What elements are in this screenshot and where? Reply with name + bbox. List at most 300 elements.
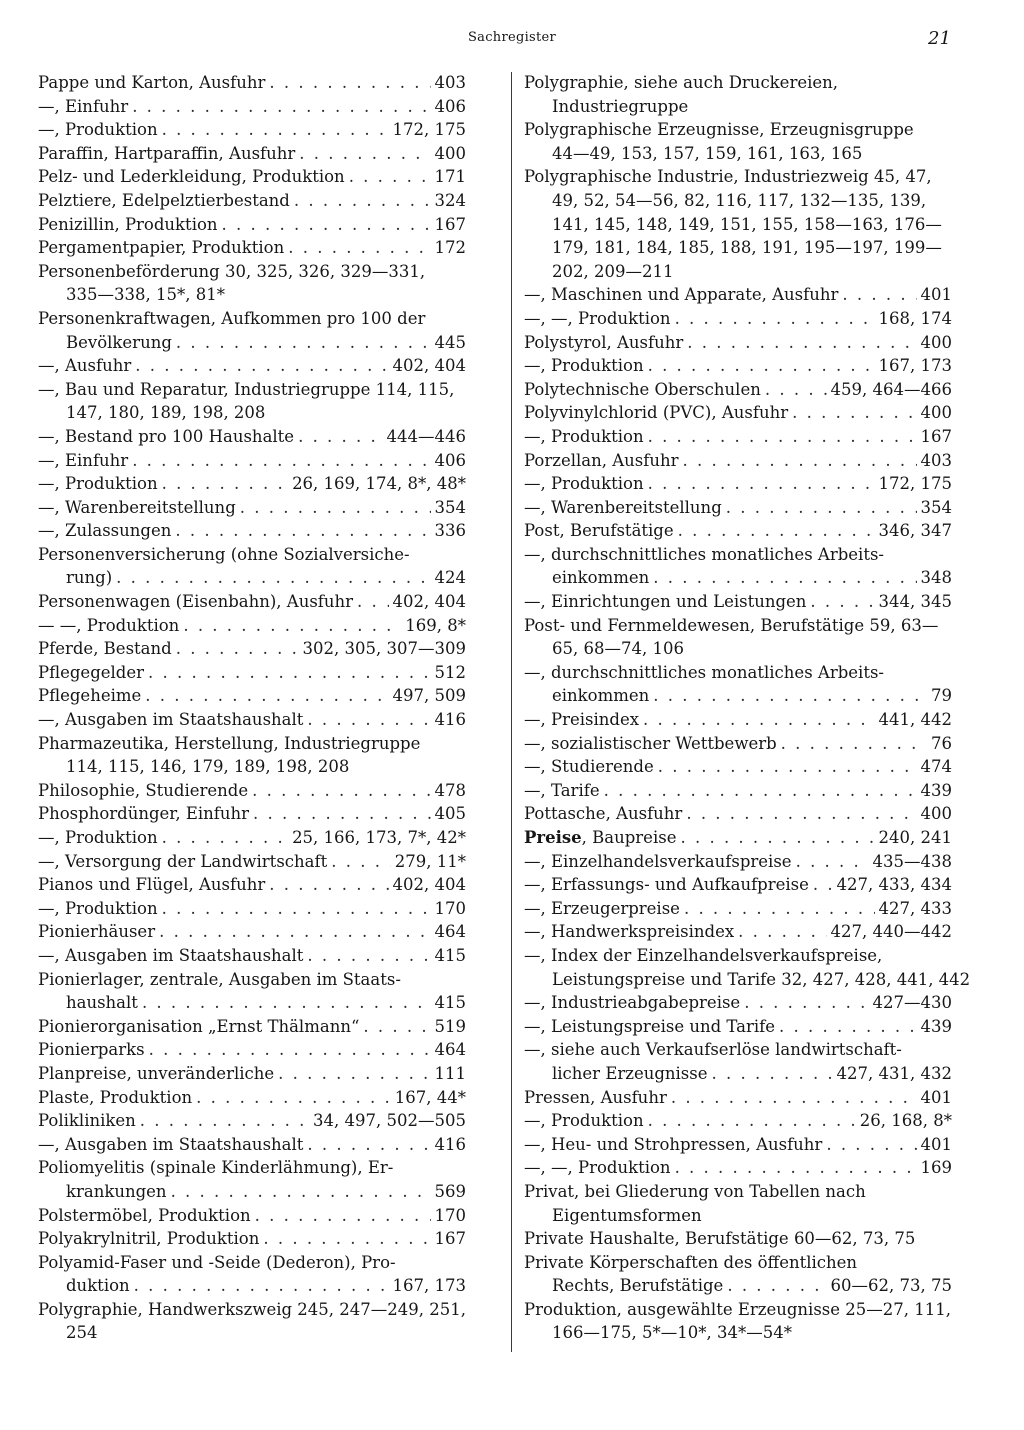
index-entry-line [524, 755, 952, 779]
index-term: Polygraphische Erzeugnisse, Erzeugnisgruppe [524, 120, 914, 140]
index-term: Poliomyelitis (spinale Kinderlähmung), Er- [38, 1158, 394, 1178]
index-entry [38, 1086, 466, 1110]
dot-leader [140, 1109, 309, 1133]
page-references: 444—446 [386, 426, 466, 446]
index-term: —, Tarife [524, 780, 600, 800]
page-references: 26, 168, 8* [859, 1111, 952, 1131]
page-references: 240, 241 [878, 828, 952, 847]
index-term: —, Produktion [524, 474, 644, 494]
index-term: 335—338, 15*, 81* [66, 285, 225, 305]
index-term: Rechts, Berufstätige [552, 1276, 724, 1296]
index-term: Pottasche, Ausfuhr [524, 804, 683, 824]
index-term: Preise, Baupreise [524, 828, 677, 847]
dot-leader [175, 519, 430, 543]
dot-leader [738, 920, 826, 944]
index-entry-line [524, 307, 952, 331]
dot-leader [253, 802, 430, 826]
index-column-right [524, 71, 971, 1345]
index-entry-line [524, 991, 952, 1015]
index-term: Industriegruppe [552, 96, 689, 116]
index-term: —, Einzelhandelsverkaufspreise [524, 851, 792, 871]
page-references: 435—438 [872, 851, 952, 871]
index-entry [38, 802, 466, 826]
dot-leader [813, 873, 833, 897]
index-term: 202, 209—211 [552, 261, 674, 281]
index-entry-line [524, 1298, 952, 1322]
dot-leader [678, 519, 875, 543]
index-term: Planpreise, unveränderliche [38, 1063, 275, 1083]
dot-leader [648, 1109, 856, 1133]
dot-leader [653, 684, 927, 708]
index-column-left [38, 71, 466, 1345]
index-term: Pappe und Karton, Ausfuhr [38, 73, 266, 92]
index-entry-line [524, 873, 952, 897]
index-entry-line [524, 519, 952, 543]
page-references: 26, 169, 174, 8*, 48* [292, 474, 466, 494]
index-term: Pressen, Ausfuhr [524, 1087, 667, 1107]
index-entry-line [524, 142, 952, 166]
index-entry [524, 708, 952, 732]
index-entry-line [524, 331, 952, 355]
index-entry-line [38, 1180, 466, 1204]
index-entry-line [524, 236, 952, 260]
index-term: —, Industrieabgabepreise [524, 993, 741, 1013]
index-entry-line [38, 991, 466, 1015]
index-entry-line [524, 1227, 952, 1251]
index-entry-line [38, 897, 466, 921]
dot-leader [653, 566, 916, 590]
index-entry-line [38, 637, 466, 661]
index-term: 147, 180, 189, 198, 208 [66, 403, 266, 423]
index-entry [38, 684, 466, 708]
page-references: 400 [434, 143, 466, 163]
index-entry-line [524, 213, 952, 237]
index-entry [524, 802, 952, 826]
index-entry-line [524, 1321, 952, 1345]
dot-leader [149, 1038, 431, 1062]
index-entry [38, 590, 466, 614]
page-references: 464 [434, 1040, 466, 1060]
dot-leader [682, 449, 916, 473]
dot-leader [288, 236, 430, 260]
index-term: —, Warenbereitstellung [524, 497, 722, 517]
page-references: 336 [434, 521, 466, 541]
page-references: 403 [434, 73, 466, 92]
dot-leader [132, 449, 430, 473]
page-references: 79 [931, 686, 952, 706]
index-entry [524, 661, 952, 708]
page-references: 344, 345 [878, 592, 952, 612]
index-entry-line [38, 802, 466, 826]
index-entry-line [38, 71, 466, 95]
dot-leader [357, 590, 388, 614]
index-entry [38, 543, 466, 590]
index-entry [38, 449, 466, 473]
page-references: 474 [920, 757, 952, 777]
index-entry [524, 71, 952, 118]
index-term: —, sozialistischer Wettbewerb [524, 733, 777, 753]
index-entry [38, 897, 466, 921]
index-term: 114, 115, 146, 179, 189, 198, 208 [66, 757, 350, 777]
index-entry [524, 354, 952, 378]
dot-leader [675, 1156, 917, 1180]
dot-leader [796, 850, 869, 874]
dot-leader [171, 1180, 431, 1204]
dot-leader [363, 1015, 430, 1039]
index-entry [38, 708, 466, 732]
dot-leader [240, 496, 431, 520]
index-entry [38, 1204, 466, 1228]
page-references: 439 [920, 1016, 952, 1036]
page-references: 401 [920, 1087, 952, 1107]
index-term: einkommen [552, 686, 650, 706]
index-term: —, Produktion [38, 828, 158, 847]
index-entry [524, 472, 952, 496]
index-entry [524, 543, 952, 590]
index-entry-line [524, 1180, 952, 1204]
page-references: 400 [920, 403, 952, 423]
index-entry-line [38, 142, 466, 166]
index-entry [38, 189, 466, 213]
index-entry [38, 873, 466, 897]
page-references: 172, 175 [392, 120, 466, 140]
index-entry [38, 1251, 466, 1298]
index-entry [38, 1015, 466, 1039]
index-entry-line [38, 614, 466, 638]
index-term: Post- und Fernmeldewesen, Berufstätige 59, 63— [524, 615, 939, 635]
page-references: 111 [434, 1063, 466, 1083]
page-references: 406 [434, 96, 466, 116]
index-entry [38, 1109, 466, 1133]
index-entry [38, 944, 466, 968]
index-entry [38, 614, 466, 638]
dot-leader [176, 637, 299, 661]
index-entry-line [38, 708, 466, 732]
index-term: 65, 68—74, 106 [552, 639, 684, 659]
index-entry [38, 826, 466, 850]
index-entry-line [524, 378, 952, 402]
index-entry-line [38, 283, 466, 307]
index-term: Polygraphie, Handwerkszweig 245, 247—249, 251, [38, 1299, 466, 1319]
index-entry-line [38, 850, 466, 874]
dot-leader [648, 354, 875, 378]
index-entry-line [524, 1062, 952, 1086]
dot-leader [842, 283, 916, 307]
page-references: 76 [931, 733, 952, 753]
index-entry [524, 1156, 952, 1180]
index-entry [524, 755, 952, 779]
index-entry-line [38, 1274, 466, 1298]
page-references: 170 [434, 898, 466, 918]
index-term: Pionierorganisation „Ernst Thälmann“ [38, 1016, 360, 1036]
page-references: 445 [434, 332, 466, 352]
page-references: 427, 433, 434 [836, 875, 952, 895]
dot-leader [687, 331, 916, 355]
index-term: Pianos und Flügel, Ausfuhr [38, 875, 266, 895]
page-references: 519 [434, 1016, 466, 1036]
index-term: —, Einfuhr [38, 450, 129, 470]
index-term: Personenbeförderung 30, 325, 326, 329—331, [38, 261, 426, 281]
index-entry-line [38, 165, 466, 189]
dot-leader [196, 1086, 391, 1110]
index-entry-line [524, 661, 952, 685]
index-term: Post, Berufstätige [524, 521, 674, 541]
index-term: Polygraphie, siehe auch Druckereien, [524, 73, 839, 92]
dot-leader [145, 684, 388, 708]
index-entry-line [524, 283, 952, 307]
index-entry [38, 732, 466, 779]
index-entry [524, 1251, 952, 1298]
index-entry [38, 118, 466, 142]
dot-leader [744, 991, 868, 1015]
index-term: 166—175, 5*—10*, 34*—54* [552, 1323, 792, 1343]
index-term: 44—49, 153, 157, 159, 161, 163, 165 [552, 143, 863, 163]
page-references: 170 [434, 1205, 466, 1225]
index-entry [38, 661, 466, 685]
page-references: 167, 173 [392, 1276, 466, 1296]
dot-leader [658, 755, 917, 779]
dot-leader [686, 802, 916, 826]
index-entry [38, 1156, 466, 1203]
dot-leader [307, 708, 430, 732]
index-entry-line [524, 472, 952, 496]
page-references: 172 [434, 238, 466, 258]
page-references: 415 [434, 993, 466, 1013]
index-entry-line [38, 95, 466, 119]
page-references: 416 [434, 710, 466, 730]
index-entry-line [38, 1251, 466, 1275]
index-entry-line [38, 1015, 466, 1039]
index-entry-line [524, 1133, 952, 1157]
index-term: Personenversicherung (ohne Sozialversiche- [38, 544, 410, 564]
index-term: Pionierparks [38, 1040, 145, 1060]
index-entry-line [524, 425, 952, 449]
dot-leader [162, 897, 431, 921]
index-term: —, durchschnittliches monatliches Arbeits- [524, 662, 884, 682]
index-entry [38, 968, 466, 1015]
index-term: —, Einfuhr [38, 96, 129, 116]
index-entry-line [524, 1109, 952, 1133]
page-references: 459, 464—466 [830, 379, 952, 399]
index-entry-line [38, 684, 466, 708]
page-references: 348 [920, 568, 952, 588]
index-entry [524, 283, 952, 307]
index-entry [38, 496, 466, 520]
page-references: 402, 404 [392, 356, 466, 376]
dot-leader [712, 1062, 833, 1086]
index-term: Pionierhäuser [38, 922, 156, 942]
dot-leader [162, 472, 288, 496]
index-entry [38, 1062, 466, 1086]
index-entry-line [38, 1038, 466, 1062]
dot-leader [810, 590, 874, 614]
index-entry-line [524, 1156, 952, 1180]
dot-leader [162, 826, 288, 850]
index-term: Polytechnische Oberschulen [524, 379, 761, 399]
index-entry [524, 425, 952, 449]
index-entry-line [524, 614, 952, 638]
index-entry-line [524, 802, 952, 826]
page-references: 354 [920, 497, 952, 517]
index-entry-line [524, 118, 952, 142]
index-entry-line [38, 968, 466, 992]
dot-leader [680, 826, 874, 850]
index-term: —, siehe auch Verkaufserlöse landwirtschaft- [524, 1040, 902, 1060]
index-entry-line [524, 1086, 952, 1110]
dot-leader [269, 873, 388, 897]
index-term: —, Studierende [524, 757, 654, 777]
index-entry-line [38, 566, 466, 590]
page-references: 427, 431, 432 [836, 1063, 952, 1083]
index-entry-line [524, 165, 952, 189]
index-entry [524, 779, 952, 803]
page-references: 172, 175 [878, 474, 952, 494]
index-entry-line [524, 543, 952, 567]
index-term: Polyamid-Faser und -Seide (Dederon), Pro- [38, 1252, 396, 1272]
index-entry [524, 732, 952, 756]
index-entry [524, 1298, 952, 1345]
page-references: 171 [434, 167, 466, 187]
index-entry [38, 378, 466, 425]
index-entry [38, 1038, 466, 1062]
index-entry-line [524, 71, 952, 95]
index-entry-line [524, 732, 952, 756]
index-entry [524, 1227, 952, 1251]
index-entry [524, 165, 952, 283]
index-entry-line [524, 401, 952, 425]
page-references: 167 [920, 426, 952, 446]
index-entry-line [524, 1274, 952, 1298]
dot-leader [135, 354, 388, 378]
index-entry-line [38, 496, 466, 520]
page-references: 169, 8* [405, 615, 466, 635]
page-references: 427—430 [872, 993, 952, 1013]
page-references: 415 [434, 945, 466, 965]
index-entry-line [38, 236, 466, 260]
index-entry [524, 873, 952, 897]
index-entry [38, 519, 466, 543]
index-entry [38, 260, 466, 307]
index-entry [524, 1015, 952, 1039]
index-term: —, Produktion [38, 898, 158, 918]
page-references: 400 [920, 804, 952, 824]
page-references: 167 [434, 1229, 466, 1249]
index-entry-line [38, 401, 466, 425]
index-term: Polyakrylnitril, Produktion [38, 1229, 260, 1249]
index-entry [38, 236, 466, 260]
index-term: —, —, Produktion [524, 308, 671, 328]
dot-leader [162, 118, 389, 142]
index-entry-line [38, 425, 466, 449]
index-entry-line [38, 590, 466, 614]
index-term: Private Haushalte, Berufstätige 60—62, 73, 75 [524, 1229, 916, 1249]
index-term: krankungen [66, 1181, 167, 1201]
dot-leader [792, 401, 916, 425]
dot-leader [781, 732, 927, 756]
page-references: 406 [434, 450, 466, 470]
dot-leader [604, 779, 917, 803]
dot-leader [294, 189, 431, 213]
index-term: Pergamentpapier, Produktion [38, 238, 285, 258]
dot-leader [263, 1227, 430, 1251]
index-term: Pelztiere, Edelpelztierbestand [38, 190, 290, 210]
index-entry [524, 920, 952, 944]
page-references: 424 [434, 568, 466, 588]
dot-leader [222, 213, 431, 237]
index-entry [524, 449, 952, 473]
index-entry-line [38, 354, 466, 378]
index-term: —, Produktion [38, 120, 158, 140]
dot-leader [349, 165, 431, 189]
index-entry [38, 472, 466, 496]
index-term: Privat, bei Gliederung von Tabellen nach [524, 1181, 866, 1201]
index-term: Penizillin, Produktion [38, 214, 218, 234]
index-entry [524, 496, 952, 520]
page-references: 167 [434, 214, 466, 234]
index-entry-line [524, 1038, 952, 1062]
index-term: duktion [66, 1276, 130, 1296]
page-references: 167, 44* [394, 1087, 466, 1107]
index-term: —, Preisindex [524, 710, 640, 730]
dot-leader [779, 1015, 917, 1039]
index-term: Pionierlager, zentrale, Ausgaben im Staats- [38, 969, 401, 989]
index-entry-line [38, 118, 466, 142]
dot-leader [148, 661, 430, 685]
index-entry [38, 71, 466, 95]
page-number: 21 [928, 28, 951, 49]
index-entry [524, 331, 952, 355]
index-entry [38, 142, 466, 166]
index-entry-line [524, 826, 952, 850]
dot-leader [765, 378, 827, 402]
page-references: 401 [920, 285, 952, 305]
index-entry-line [38, 1156, 466, 1180]
dot-leader [299, 142, 430, 166]
index-term: —, Leistungspreise und Tarife [524, 1016, 775, 1036]
index-entry [524, 1038, 952, 1085]
index-term: —, Produktion [524, 356, 644, 376]
index-term: —, —, Produktion [524, 1158, 671, 1178]
index-term: —, Produktion [524, 426, 644, 446]
index-entry-line [524, 354, 952, 378]
dot-leader [142, 991, 431, 1015]
page-references: 324 [434, 190, 466, 210]
page-references: 497, 509 [392, 686, 466, 706]
index-term: —, Handwerkspreisindex [524, 922, 735, 942]
index-entry-line [38, 1227, 466, 1251]
index-term: 179, 181, 184, 185, 188, 191, 195—197, 199— [552, 238, 942, 258]
page-references: 354 [434, 497, 466, 517]
page-references: 400 [920, 332, 952, 352]
index-entry [38, 354, 466, 378]
page-references: 478 [434, 780, 466, 800]
index-entry-line [38, 1298, 466, 1322]
index-term: —, Ausgaben im Staatshaushalt [38, 945, 304, 965]
dot-leader [298, 425, 382, 449]
index-term: Leistungspreise und Tarife 32, 427, 428, 441, 442 [552, 969, 971, 989]
index-term: —, Ausgaben im Staatshaushalt [38, 710, 304, 730]
page-references: 402, 404 [392, 592, 466, 612]
index-entry [38, 213, 466, 237]
page-references: 167, 173 [878, 356, 952, 376]
dot-leader [727, 1274, 826, 1298]
index-entry [524, 944, 971, 991]
index-term: —, Index der Einzelhandelsverkaufspreise, [524, 945, 883, 965]
page-references: 402, 404 [392, 875, 466, 895]
dot-leader [176, 331, 431, 355]
index-term: Porzellan, Ausfuhr [524, 450, 679, 470]
column-divider [511, 72, 512, 1352]
